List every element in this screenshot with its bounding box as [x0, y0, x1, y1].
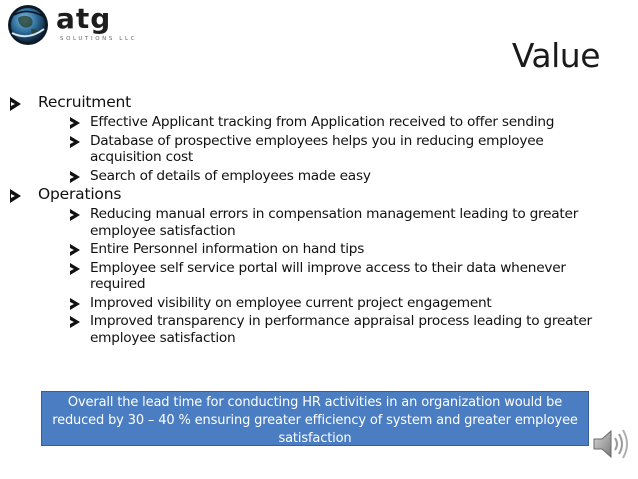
section-label: Recruitment — [38, 93, 132, 111]
list-item — [8, 133, 608, 166]
list-item-text: Improved visibility on employee current project engagement — [90, 294, 492, 311]
summary-box: Overall the lead time for conducting HR activities in an organization would be reduced by 30 – 40 % ensuring greater efficiency of system and greater employee satisfaction — [41, 391, 589, 446]
section-label: Operations — [38, 185, 122, 203]
globe-icon — [6, 3, 50, 47]
company-logo — [6, 3, 146, 49]
list-item — [8, 168, 608, 185]
arrow-bullet-icon — [70, 209, 80, 221]
arrow-bullet-icon — [10, 189, 21, 203]
arrow-bullet-icon — [70, 244, 80, 256]
section-operations — [8, 185, 608, 204]
arrow-bullet-icon — [70, 298, 80, 310]
arrow-bullet-icon — [10, 97, 21, 111]
list-item — [8, 313, 608, 346]
arrow-bullet-icon — [70, 316, 80, 328]
list-item-text: Entire Personnel information on hand tips — [90, 241, 365, 257]
list-item — [8, 295, 608, 312]
section-recruitment — [8, 93, 608, 112]
list-item-text: Improved transparency in performance appraisal process leading to greater employee satisfaction — [90, 313, 592, 346]
logo-wordmark: atg — [56, 2, 112, 35]
slide-title: Value — [511, 36, 600, 75]
list-item — [8, 206, 608, 239]
list-item-text: Database of prospective employees helps you in reducing employee acquisition cost — [90, 132, 544, 165]
list-item — [8, 260, 608, 293]
list-item-text: Effective Applicant tracking from Application received to offer sending — [90, 114, 555, 130]
list-item — [8, 241, 608, 258]
speaker-icon[interactable] — [590, 424, 630, 464]
list-item-text: Reducing manual errors in compensation management leading to greater employee satisfaction — [90, 206, 579, 239]
list-item-text: Employee self service portal will improve access to their data whenever required — [90, 259, 566, 292]
arrow-bullet-icon — [70, 117, 80, 129]
list-item-text: Search of details of employees made easy — [90, 167, 371, 184]
logo-subtitle: SOLUTIONS LLC — [60, 36, 138, 42]
arrow-bullet-icon — [70, 136, 80, 148]
list-item — [8, 114, 608, 131]
arrow-bullet-icon — [70, 171, 80, 183]
arrow-bullet-icon — [70, 263, 80, 275]
bullet-content — [8, 92, 608, 346]
